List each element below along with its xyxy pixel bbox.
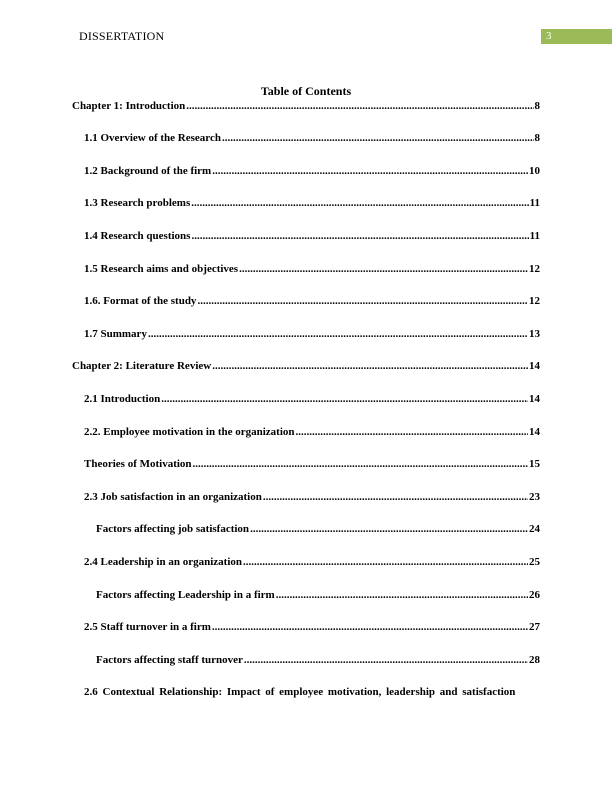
toc-entry-label: 2.5 Staff turnover in a firm [84,621,211,633]
toc-entry-1-3[interactable] [84,196,540,210]
toc-entry-factors-leadership[interactable] [96,588,540,602]
toc-entry-factors-staff-turnover[interactable] [96,653,540,667]
toc-entry-label: 1.3 Research problems [84,197,191,209]
toc-leader-dots [243,555,528,569]
toc-entry-1-7[interactable] [84,327,540,341]
toc-entry-label: 1.4 Research questions [84,230,191,242]
toc-entry-2-1[interactable] [84,392,540,406]
toc-heading: Table of Contents [260,84,352,98]
toc-entry-theories-of-motivation[interactable] [84,457,540,471]
toc-entry-label: 2.4 Leadership in an organization [84,556,242,568]
toc-leader-dots [244,653,528,667]
page-number-badge: 3 [541,29,612,44]
toc-leader-dots [193,457,528,471]
toc-leader-dots [212,164,528,178]
toc-leader-dots [191,229,528,243]
toc-leader-dots [250,522,528,536]
toc-leader-dots [197,294,528,308]
toc-entry-page: 11 [529,230,540,242]
toc-entry-page: 23 [529,491,540,503]
toc-entry-page: 8 [534,100,540,112]
toc-entry-page: 13 [529,328,540,340]
toc-leader-dots [186,99,533,113]
toc-entry-label: 1.2 Background of the firm [84,165,212,177]
toc-leader-dots [191,196,528,210]
header-title: DISSERTATION [79,29,165,43]
toc-entry-chapter-2[interactable] [72,359,540,373]
toc-entry-label: 1.7 Summary [84,328,147,340]
toc-entry-1-2[interactable] [84,164,540,178]
toc-entry-label: 1.1 Overview of the Research [84,132,221,144]
toc-entry-page: 15 [529,458,540,470]
toc-entry-1-6[interactable] [84,294,540,308]
toc-entry-1-5[interactable] [84,262,540,276]
toc-entry-page: 26 [529,589,540,601]
toc-entry-chapter-1[interactable] [72,99,540,113]
toc-entry-1-4[interactable] [84,229,540,243]
toc-entry-2-5[interactable] [84,620,540,634]
toc-entry-label: 1.6. Format of the study [84,295,197,307]
toc-entry-label: 2.3 Job satisfaction in an organization [84,491,262,503]
toc-leader-dots [212,359,528,373]
toc-entry-label: 2.1 Introduction [84,393,161,405]
toc-entry-label: Factors affecting job satisfaction [96,523,250,535]
toc-entry-page: 12 [529,263,540,275]
toc-entry-page: 11 [529,197,540,209]
toc-entry-page: 10 [529,165,540,177]
toc-entry-2-3[interactable] [84,490,540,504]
toc-leader-dots [161,392,528,406]
toc-entry-page: 27 [529,621,540,633]
toc-entry-label: Chapter 2: Literature Review [72,360,212,372]
toc-entry-factors-job-satisfaction[interactable] [96,522,540,536]
toc-entry-label: Factors affecting Leadership in a firm [96,589,275,601]
toc-entry-label: Theories of Motivation [84,458,192,470]
toc-entry-page: 14 [529,393,540,405]
toc-entry-page: 28 [529,654,540,666]
toc-entry-page: 25 [529,556,540,568]
toc-entry-page: 8 [534,132,540,144]
toc-leader-dots [276,588,528,602]
toc-entry-page: 14 [529,426,540,438]
toc-entry-label: 2.2. Employee motivation in the organization [84,426,295,438]
toc-entry-label: 2.6 Contextual Relationship: Impact of employee motivation, leadership and satisfaction [84,686,516,698]
toc-leader-dots [148,327,528,341]
toc-leader-dots [239,262,528,276]
toc-entry-2-6[interactable] [84,685,540,699]
toc-entry-label: 1.5 Research aims and objectives [84,263,239,275]
toc-entry-label: Factors affecting staff turnover [96,654,243,666]
toc-entry-page: 12 [529,295,540,307]
toc-entry-page: 14 [529,360,540,372]
toc-entry-2-4[interactable] [84,555,540,569]
toc-entry-1-1[interactable] [84,131,540,145]
toc-entry-2-2[interactable] [84,425,540,439]
toc-leader-dots [222,131,534,145]
toc-leader-dots [263,490,528,504]
toc-leader-dots [296,425,528,439]
toc-entry-page: 24 [529,523,540,535]
toc-leader-dots [212,620,528,634]
toc-entry-label: Chapter 1: Introduction [72,100,186,112]
